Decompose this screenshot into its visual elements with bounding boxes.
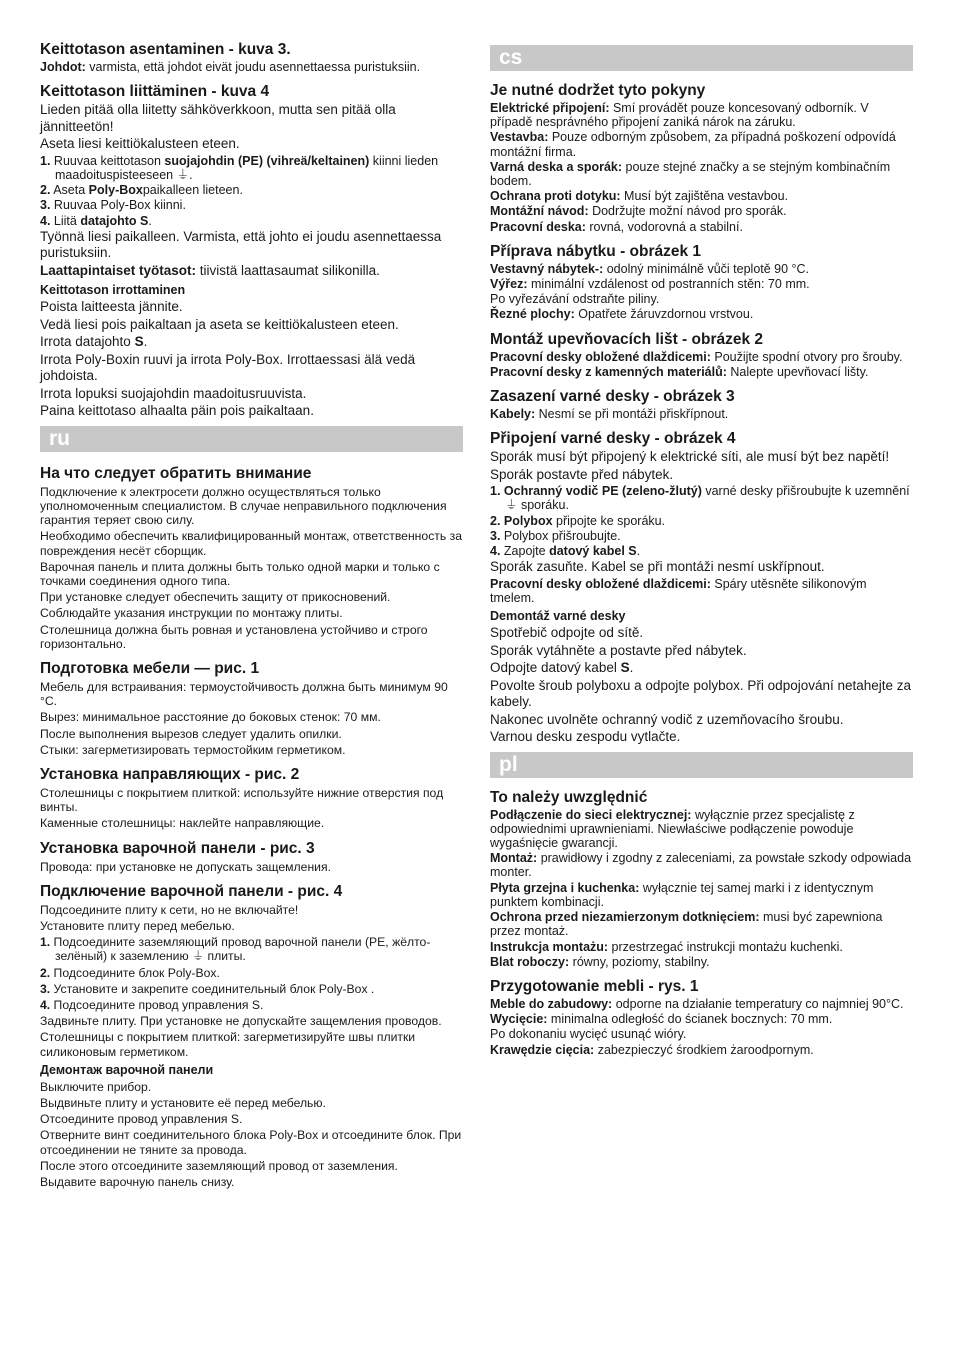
paragraph: Sporák zasuňte. Kabel se při montáži nesmí uskřípnout. [490, 559, 825, 575]
paragraph: Ochrona przed niezamierzonym dotknięciem: musi być zapewniona przez montaż. [490, 910, 883, 939]
paragraph: Po dokonaniu wycięć usunąć wióry. [490, 1027, 687, 1042]
paragraph: При установке следует обеспечить защиту от прикосновений. [40, 590, 391, 605]
paragraph: Отсоедините провод управления S. [40, 1112, 243, 1127]
paragraph: Варочная панель и плита должны быть только одной марки и только с точками соединения одного типа. [40, 559, 440, 588]
paragraph: Pracovní desky obložené dlaždicemi: Spáry utěsněte silikonovým tmelem. [490, 576, 867, 605]
paragraph: Установите плиту перед мебелью. [40, 918, 235, 933]
paragraph: Varnou desku zespodu vytlačte. [490, 729, 681, 745]
section-title: Připojení varné desky - obrázek 4 [490, 430, 736, 448]
list-item: 2. Polybox připojte ke sporáku. [490, 513, 666, 528]
subsection-title: Keittotason irrottaminen [40, 283, 186, 298]
paragraph: Pracovní desky obložené dlaždicemi: Použijte spodní otvory pro šrouby. [490, 349, 903, 364]
paragraph: Poista laitteesta jännite. [40, 299, 183, 315]
section-title: Keittotason liittäminen - kuva 4 [40, 83, 270, 101]
paragraph: Ochrana proti dotyku: Musí být zajištěna vestavbou. [490, 189, 789, 204]
paragraph: После этого отсоедините заземляющий провод от заземления. [40, 1158, 398, 1173]
paragraph: Montaż: prawidłowy i zgodny z zaleceniami, za powstałe szkody odpowiada monter. [490, 851, 912, 880]
paragraph: Столешницы с покрытием плиткой: загерметизируйте швы плитки силиконовым герметиком. [40, 1030, 416, 1059]
paragraph: Laattapintaiset työtasot: tiivistä laattasaumat silikonilla. [40, 262, 380, 278]
paragraph: Podłączenie do sieci elektrycznej: wyłącznie przez specjalistę z odpowiednimi uprawnieniami. Niewłaściwe podłączenie powoduje wygaśnięcie gwarancji. [490, 807, 855, 851]
paragraph: Подсоедините плиту к сети, но не включайте! [40, 902, 299, 917]
section-title: Je nutné dodržet tyto pokyny [490, 82, 706, 99]
paragraph: Spotřebič odpojte od sítě. [490, 625, 644, 641]
list-item: 1. Ochranný vodič PE (zeleno-žlutý) varné desky přišroubujte k uzemnění ⏚ sporáku. [490, 484, 910, 513]
paragraph: Instrukcja montażu: przestrzegać instrukcji montażu kuchenki. [490, 939, 843, 954]
paragraph: Irrota Poly-Boxin ruuvi ja irrota Poly-Box. Irrottaessasi älä vedä johdoista. [40, 351, 416, 384]
paragraph: Blat roboczy: równy, poziomy, stabilny. [490, 954, 710, 969]
paragraph: Lieden pitää olla liitetty sähköverkkoon, mutta sen pitää olla jännitteetön! [40, 102, 396, 134]
list-item: 2. Подсоедините блок Poly-Box. [40, 965, 220, 980]
paragraph: Meble do zabudowy: odporne na działanie temperatury co najmniej 90°C. [490, 996, 904, 1011]
paragraph: Výřez: minimální vzdálenost od postranních stěn: 70 mm. [490, 277, 810, 292]
paragraph: Стыки: загерметизировать термостойким герметиком. [40, 742, 346, 757]
list-item: 1. Ruuvaa keittotason suojajohdin (PE) (vihreä/keltainen) kiinni lieden maadoituspisteeseen ⏚. [40, 153, 439, 182]
paragraph: Irrota lopuksi suojajohdin maadoitusruuvista. [40, 385, 307, 401]
paragraph: Vestavba: Pouze odborným způsobem, za případná poškození odpovídá montážní firma. [490, 130, 896, 159]
paragraph: Povolte šroub polyboxu a odpojte polybox. Při odpojování netahejte za kabely. [490, 677, 912, 710]
section-title: Příprava nábytku - obrázek 1 [490, 242, 702, 260]
subsection-title: Демонтаж варочной панели [40, 1062, 214, 1077]
section-title: Zasazení varné desky - obrázek 3 [490, 388, 735, 406]
list-item: 3. Polybox přišroubujte. [490, 528, 621, 543]
paragraph: Отверните винт соединительного блока Poly-Box и отсоедините блок. При отсоединении не тяните за провода. [40, 1128, 462, 1157]
paragraph: Sporák vytáhněte a postavte před nábytek. [490, 642, 747, 658]
paragraph: Varná deska a sporák: pouze stejné značky a se stejným kombinačním bodem. [490, 159, 891, 189]
section-title: Установка направляющих - рис. 2 [40, 765, 300, 783]
paragraph: Odpojte datový kabel S. [490, 660, 634, 676]
section-title: Подготовка мебели — рис. 1 [40, 659, 260, 677]
paragraph: Krawędzie cięcia: zabezpieczyć środkiem żaroodpornym. [490, 1042, 814, 1057]
right-column [490, 45, 913, 1058]
section-title: Montáž upevňovacích lišt - obrázek 2 [490, 330, 764, 348]
paragraph: Po vyřezávání odstraňte piliny. [490, 292, 660, 307]
language-bar-pl: pl [490, 752, 913, 778]
subsection-title: Demontáž varné desky [490, 609, 626, 624]
paragraph: Столешницы с покрытием плиткой: используйте нижние отверстия под винты. [40, 785, 444, 815]
paragraph: Sporák musí být připojený k elektrické síti, ale musí být bez napětí! [490, 449, 890, 465]
paragraph: Столешница должна быть ровная и установлена устойчиво и строго горизонтально. [40, 622, 428, 651]
paragraph: Vedä liesi pois paikaltaan ja aseta se keittiökalusteen eteen. [40, 316, 399, 332]
paragraph: Мебель для встраивания: термоустойчивость должна быть минимум 90 °C. [40, 679, 448, 709]
section-title: Подключение варочной панели - рис. 4 [40, 882, 343, 900]
left-column [40, 40, 463, 1191]
language-bar-cs: cs [490, 45, 913, 71]
paragraph: После выполнения вырезов следует удалить опилки. [40, 726, 342, 741]
paragraph: Vestavný nábytek-: odolný minimálně vůči teplotě 90 °C. [490, 261, 810, 276]
paragraph: Aseta liesi keittiökalusteen eteen. [40, 136, 240, 152]
paragraph: Johdot: varmista, että johdot eivät joudu asennettaessa puristuksiin. [40, 60, 421, 74]
paragraph: Kabely: Nesmí se při montáži přiskřípnout. [490, 407, 729, 422]
paragraph: Irrota datajohto S. [40, 334, 148, 350]
paragraph: Työnnä liesi paikalleen. Varmista, että johto ei joudu asennettaessa puristuksiin. [40, 228, 442, 261]
section-title: Keittotason asentaminen - kuva 3. [40, 41, 291, 58]
paragraph: Nakonec uvolněte ochranný vodič z uzemňovacího šroubu. [490, 711, 844, 727]
paragraph: Paina keittotaso alhaalta päin pois paikaltaan. [40, 403, 314, 419]
paragraph: Płyta grzejna i kuchenka: wyłącznie tej samej marki i z identycznym punktem kombinacji. [490, 880, 874, 909]
paragraph: Выдвиньте плиту и установите её перед мебелью. [40, 1096, 326, 1111]
section-title: Przygotowanie mebli - rys. 1 [490, 977, 699, 995]
list-item: 4. Подсоедините провод управления S. [40, 998, 264, 1012]
paragraph: Pracovní desky z kamenných materiálů: Nalepte upevňovací lišty. [490, 364, 869, 379]
paragraph: Выключите прибор. [40, 1079, 152, 1094]
paragraph: Wycięcie: minimalna odległość do ścianek bocznych: 70 mm. [490, 1012, 833, 1027]
paragraph: Выдавите варочную панель снизу. [40, 1175, 235, 1190]
paragraph: Каменные столешницы: наклейте направляющие. [40, 816, 325, 831]
section-title: Установка варочной панели - рис. 3 [40, 839, 315, 857]
list-item: 4. Liitä datajohto S. [40, 213, 152, 228]
section-title: To należy uwzględnić [490, 788, 648, 806]
list-item: 1. Подсоедините заземляющий провод варочной панели (PE, жёлто-зелёный) к заземлению ⏚ плиты. [40, 935, 431, 964]
paragraph: Провода: при установке не допускать защемления. [40, 859, 331, 874]
list-item: 3. Ruuvaa Poly-Box kiinni. [40, 198, 186, 213]
paragraph: Задвиньте плиту. При установке не допускайте защемления проводов. [40, 1014, 442, 1029]
paragraph: Необходимо обеспечить квалифицированный монтаж, ответственность за повреждения несёт сборщик. [40, 529, 462, 558]
paragraph: Вырез: минимальное расстояние до боковых стенок: 70 мм. [40, 710, 381, 725]
section-title: На что следует обратить внимание [40, 464, 312, 482]
list-item: 2. Aseta Poly-Boxpaikalleen lieteen. [40, 183, 243, 198]
language-bar-ru: ru [40, 426, 463, 452]
paragraph: Pracovní deska: rovná, vodorovná a stabilní. [490, 219, 743, 234]
paragraph: Sporák postavte před nábytek. [490, 466, 674, 482]
list-item: 3. Установите и закрепите соединительный блок Poly-Box . [40, 981, 375, 996]
paragraph: Montážní návod: Dodržujte možní návod pro sporák. [490, 204, 787, 219]
list-item: 4. Zapojte datový kabel S. [490, 544, 641, 559]
paragraph: Řezné plochy: Opatřete žáruvzdornou vrstvou. [490, 307, 754, 322]
paragraph: Elektrické připojení: Smí provádět pouze koncesovaný odborník. V případě nesprávného připojení zaniká nárok na záruku. [490, 101, 869, 130]
paragraph: Соблюдайте указания инструкции по монтажу плиты. [40, 606, 343, 621]
paragraph: Подключение к электросети должно осуществляться только уполномоченным специалистом. В случае неправильного подключения гарантия теряет свою силу. [40, 484, 447, 528]
